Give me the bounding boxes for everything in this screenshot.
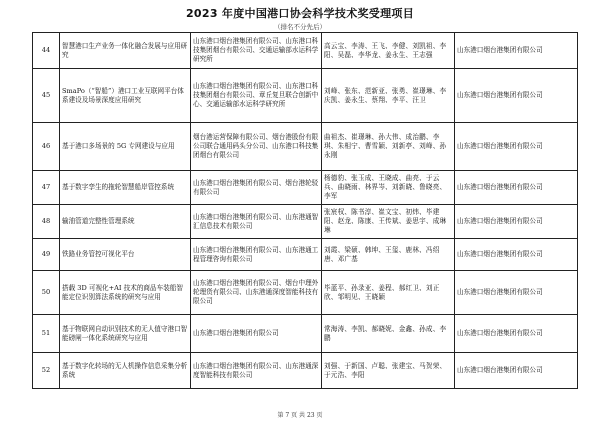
project-name: SmaPo（“智船”）港口工业互联网平台体系建设及场景深度应用研究	[60, 69, 191, 123]
recommending-unit: 山东港口烟台港集团有限公司	[455, 33, 578, 69]
project-table	[32, 32, 578, 389]
project-organizations: 烟台港运营保障有限公司、烟台港股份有限公司联合通用码头分公司、山东港口科技集团烟台有限公司	[191, 123, 322, 171]
recommending-unit: 山东港口烟台港集团有限公司	[455, 271, 578, 315]
project-name: 智慧港口生产业务一体化融合发展与应用研究	[60, 33, 191, 69]
page-number: 第 7 页 共 23 页	[277, 412, 323, 419]
page-subtitle: （排名不分先后）	[274, 23, 326, 31]
row-number: 50	[33, 271, 60, 315]
project-members: 刘霞、梁硕、韩坤、王玺、鹿林、冯绍唐、邓广基	[322, 239, 455, 271]
project-name: 基于港口多场景的 5G 专网建设与应用	[60, 123, 191, 171]
row-number: 51	[33, 315, 60, 353]
project-members: 常海涛、李凯、郝晓妮、金鑫、孙成、李鹏	[322, 315, 455, 353]
project-name: 基于数字孪生的拖轮智慧船岸管控系统	[60, 171, 191, 205]
project-members: 曲祖杰、崔璟琳、孙大伟、成治鹏、李琪、朱相宁、曹雪颖、刘新亭、刘峰、孙永刚	[322, 123, 455, 171]
project-organizations: 山东港口烟台港集团有限公司	[191, 315, 322, 353]
project-organizations: 山东港口烟台港集团有限公司、烟台中理外轮理货有限公司、山东港通深度智能科技有限公司	[191, 271, 322, 315]
table-row	[33, 353, 578, 389]
table-row	[33, 33, 578, 69]
table-row	[33, 271, 578, 315]
table-row	[33, 171, 578, 205]
project-members: 刘强、于新国、卢聪、张建宝、马贺荣、于元浩、李阳	[322, 353, 455, 389]
table-row	[33, 69, 578, 123]
recommending-unit: 山东港口烟台港集团有限公司	[455, 205, 578, 239]
project-organizations: 山东港口烟台港集团有限公司、山东港通智汇信息技术有限公司	[191, 205, 322, 239]
project-name: 铁路业务管控可视化平台	[60, 239, 191, 271]
page-title: 2023 年度中国港口协会科学技术奖受理项目	[185, 7, 415, 20]
project-members: 刘峰、张东、范新亚、张勇、崔璟琳、李庆凯、姜永生、蔡翔、李平、汪卫	[322, 69, 455, 123]
recommending-unit: 山东港口烟台港集团有限公司	[455, 239, 578, 271]
project-organizations: 山东港口烟台港集团有限公司、山东港口科技集团烟台有限公司、交通运输部水运科学研究所	[191, 33, 322, 69]
project-name: 搭载 3D 可视化+AI 技术的商品车装船智能定位识别算法系统的研究与应用	[60, 271, 191, 315]
recommending-unit: 山东港口烟台港集团有限公司	[455, 123, 578, 171]
recommending-unit: 山东港口烟台港集团有限公司	[455, 171, 578, 205]
recommending-unit: 山东港口烟台港集团有限公司	[455, 69, 578, 123]
recommending-unit: 山东港口烟台港集团有限公司	[455, 315, 578, 353]
project-members: 高云宝、李涛、王飞、李健、刘凯祖、李阳、吴磊、李华龙、姜永生、王志强	[322, 33, 455, 69]
project-members: 杨德豹、张玉成、王晓成、曲亮、于云兵、曲晓雨、林界岑、刘新晓、鲁晓亮、李军	[322, 171, 455, 205]
table-row	[33, 123, 578, 171]
project-organizations: 山东港口烟台港集团有限公司、山东港通深度智能科技有限公司	[191, 353, 322, 389]
project-members: 毕蓝平、孙录亚、姜程、郝红卫、刘正欣、邹明见、王晓颖	[322, 271, 455, 315]
row-number: 52	[33, 353, 60, 389]
project-name: 基于物联网自动识别技术的无人值守港口智能磅闸一体化系统研究与应用	[60, 315, 191, 353]
row-number: 44	[33, 33, 60, 69]
row-number: 48	[33, 205, 60, 239]
project-organizations: 山东港口烟台港集团有限公司、烟台港轮驳有限公司	[191, 171, 322, 205]
project-name: 基于数字化转场的无人机操作信息采集分析系统	[60, 353, 191, 389]
recommending-unit: 山东港口烟台港集团有限公司	[455, 353, 578, 389]
table-row	[33, 205, 578, 239]
row-number: 47	[33, 171, 60, 205]
row-number: 49	[33, 239, 60, 271]
row-number: 46	[33, 123, 60, 171]
table-row	[33, 239, 578, 271]
row-number: 45	[33, 69, 60, 123]
project-organizations: 山东港口烟台港集团有限公司、山东港口科技集团烟台有限公司、章丘复旦联合创新中心、交通运输部水运科学研究所	[191, 69, 322, 123]
project-organizations: 山东港口烟台港集团有限公司、山东港通工程管理咨询有限公司	[191, 239, 322, 271]
project-members: 张宸权、陈书淳、崔文宝、初炜、毕建阳、赵龙、陈康、王传斌、姜思宇、成琳琳	[322, 205, 455, 239]
table-row	[33, 315, 578, 353]
project-name: 输油管道完整性管理系统	[60, 205, 191, 239]
